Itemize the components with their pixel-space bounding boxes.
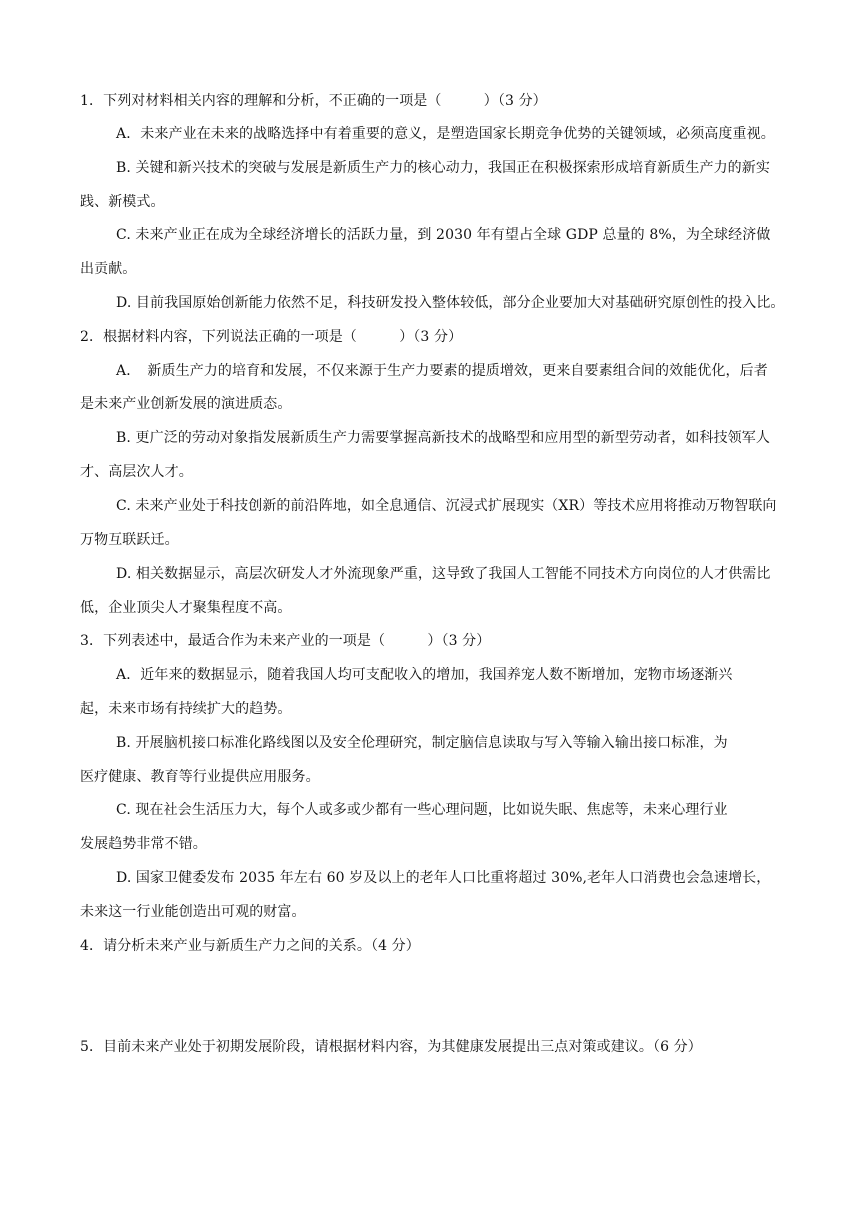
- question-3-stem: 3．下列表述中，最适合作为未来产业的一项是（ ）（3 分）: [80, 633, 491, 649]
- question-2-stem: 2．根据材料内容，下列说法正确的一项是（ ）（3 分）: [80, 329, 463, 345]
- question-4-stem: 4．请分析未来产业与新质生产力之间的关系。（4 分）: [80, 938, 420, 954]
- question-1-stem: 1．下列对材料相关内容的理解和分析，不正确的一项是（ ）（3 分）: [80, 93, 547, 109]
- question-1-option-c-cont: 出贡献。: [80, 261, 137, 277]
- question-3-option-a: A．近年来的数据显示，随着我国人均可支配收入的增加，我国养宠人数不断增加，宠物市场逐渐兴: [116, 667, 733, 683]
- question-2-option-c: C. 未来产业处于科技创新的前沿阵地，如全息通信、沉浸式扩展现实（XR）等技术应用将推动万物智联向: [116, 498, 777, 514]
- question-2-option-c-cont: 万物互联跃迁。: [80, 532, 179, 548]
- question-2-option-b-cont: 才、高层次人才。: [80, 464, 193, 480]
- question-2-option-a-cont: 是未来产业创新发展的演进质态。: [80, 396, 292, 412]
- question-3-option-b: B. 开展脑机接口标准化路线图以及安全伦理研究，制定脑信息读取与写入等输入输出接口标准，为: [116, 735, 728, 751]
- question-3-option-d-cont: 未来这一行业能创造出可观的财富。: [80, 904, 306, 920]
- question-2-option-d: D. 相关数据显示，高层次研发人才外流现象严重，这导致了我国人工智能不同技术方向岗位的人才供需比: [116, 566, 771, 582]
- question-3-option-b-cont: 医疗健康、教育等行业提供应用服务。: [80, 769, 320, 785]
- question-3-option-c: C. 现在社会生活压力大，每个人或多或少都有一些心理问题，比如说失眠、焦虑等，未来心理行业: [116, 802, 728, 818]
- question-5-stem: 5．目前未来产业处于初期发展阶段，请根据材料内容，为其健康发展提出三点对策或建议。（6 分）: [80, 1039, 702, 1055]
- question-3-option-c-cont: 发展趋势非常不错。: [80, 836, 207, 852]
- question-3-option-d: D. 国家卫健委发布 2035 年左右 60 岁及以上的老年人口比重将超过 30%,老年人口消费也会急速增长，: [116, 870, 771, 886]
- question-1-option-d: D. 目前我国原始创新能力依然不足，科技研发投入整体较低，部分企业要加大对基础研究原创性的投入比。: [116, 295, 785, 311]
- question-2-option-a: A． 新质生产力的培育和发展，不仅来源于生产力要素的提质增效，更来自要素组合间的效能优化，后者: [116, 363, 768, 379]
- question-1-option-b: B. 关键和新兴技术的突破与发展是新质生产力的核心动力，我国正在积极探索形成培育新质生产力的新实: [116, 160, 770, 176]
- question-1-option-c: C. 未来产业正在成为全球经济增长的活跃力量，到 2030 年有望占全球 GDP 总量的 8%，为全球经济做: [116, 227, 771, 243]
- question-3-option-a-cont: 起，未来市场有持续扩大的趋势。: [80, 701, 292, 717]
- question-2-option-d-cont: 低，企业顶尖人才聚集程度不高。: [80, 600, 292, 616]
- question-1-option-b-cont: 践、新模式。: [80, 194, 165, 210]
- question-1-option-a: A．未来产业在未来的战略选择中有着重要的意义，是塑造国家长期竞争优势的关键领域，必须高度重视。: [116, 126, 775, 142]
- question-2-option-b: B. 更广泛的劳动对象指发展新质生产力需要掌握高新技术的战略型和应用型的新型劳动者，如科技领军人: [116, 430, 770, 446]
